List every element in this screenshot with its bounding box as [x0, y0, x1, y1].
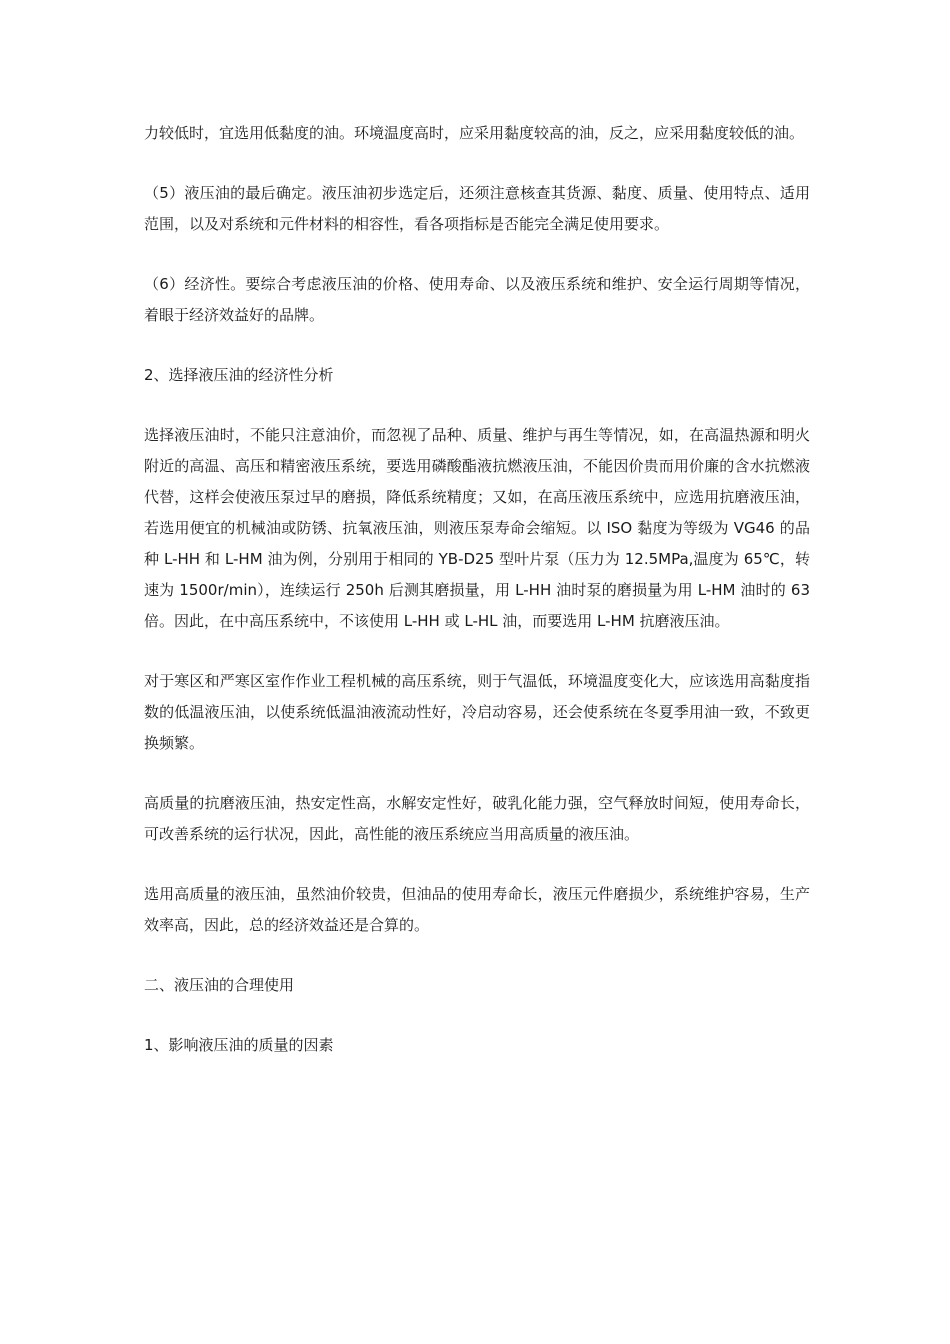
paragraph-economy: （6）经济性。要综合考虑液压油的价格、使用寿命、以及液压系统和维护、安全运行周期等情况，着眼于经济效益好的品牌。: [144, 275, 810, 324]
paragraph-high-quality-oil: 高质量的抗磨液压油，热安定性高，水解安定性好，破乳化能力强，空气释放时间短，使用寿命长，可改善系统的运行状况，因此，高性能的液压系统应当用高质量的液压油。: [144, 794, 810, 843]
document-page: [144, 118, 810, 1090]
chapter-heading-rational-use: 二、液压油的合理使用: [144, 976, 295, 994]
section-heading-economic-analysis: 2、选择液压油的经济性分析: [144, 366, 334, 384]
paragraph-final-determination: （5）液压油的最后确定。液压油初步选定后，还须注意核查其货源、黏度、质量、使用特点、适用范围，以及对系统和元件材料的相容性，看各项指标是否能完全满足使用要求。: [144, 184, 810, 233]
paragraph-overall-benefit: 选用高质量的液压油，虽然油价较贵，但油品的使用寿命长，液压元件磨损少，系统维护容易，生产效率高，因此，总的经济效益还是合算的。: [144, 885, 810, 934]
section-heading-quality-factors: 1、影响液压油的质量的因素: [144, 1036, 334, 1054]
paragraph-viscosity-end: 力较低时，宜选用低黏度的油。环境温度高时，应采用黏度较高的油，反之，应采用黏度较低的油。: [144, 124, 805, 142]
paragraph-cold-region: 对于寒区和严寒区室作作业工程机械的高压系统，则于气温低，环境温度变化大，应该选用高黏度指数的低温液压油，以使系统低温油液流动性好，冷启动容易，还会使系统在冬夏季用油一致，不致更换频繁。: [144, 672, 810, 752]
paragraph-selection-price: 选择液压油时，不能只注意油价，而忽视了品种、质量、维护与再生等情况，如，在高温热源和明火附近的高温、高压和精密液压系统，要选用磷酸酯液抗燃液压油，不能因价贵而用价廉的含水抗燃液代替，这样会使液压泵过早的磨损，降低系统精度；又如，在高压液压系统中，应选用抗磨液压油，若选用便宜的机械油或防锈、抗氧液压油，则液压泵寿命会缩短。以 ISO 黏度为等级为 VG46 的品种 L-HH 和 L-HM 油为例，分别用于相同的 YB-D25 型叶片泵（压力为 12.5MPa,温度为 65℃，转速为 1500r/min），连续运行 250h 后测其磨损量，用 L-HH 油时泵的磨损量为用 L-HM 油时的 63 倍。因此，在中高压系统中，不该使用 L-HH 或 L-HL 油，而要选用 L-HM 抗磨液压油。: [144, 426, 810, 630]
